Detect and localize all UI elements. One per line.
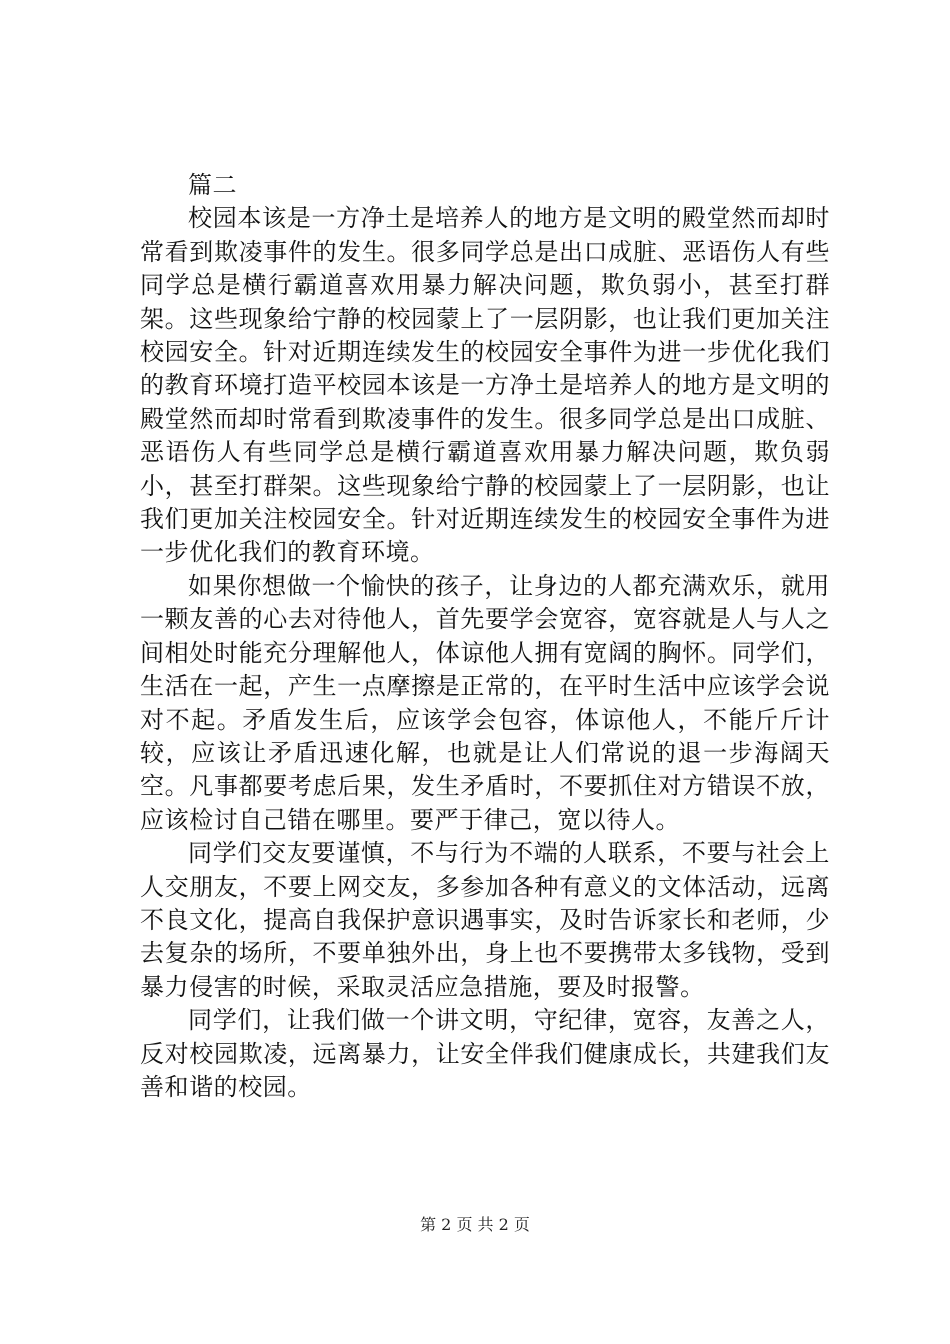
document-body	[140, 169, 830, 1104]
paragraph-3: 同学们交友要谨慎，不与行为不端的人联系，不要与社会上人交朋友，不要上网交友，多参加各种有意义的文体活动，远离不良文化，提高自我保护意识遇事实，及时告诉家长和老师，少去复杂的场所，不要单独外出，身上也不要携带太多钱物，受到暴力侵害的时候，采取灵活应急措施，要及时报警。	[140, 839, 830, 1001]
paragraph-1: 校园本该是一方净土是培养人的地方是文明的殿堂然而却时常看到欺凌事件的发生。很多同学总是出口成脏、恶语伤人有些同学总是横行霸道喜欢用暴力解决问题，欺负弱小，甚至打群架。这些现象给宁静的校园蒙上了一层阴影，也让我们更加关注校园安全。针对近期连续发生的校园安全事件为进一步优化我们的教育环境打造平校园本该是一方净土是培养人的地方是文明的殿堂然而却时常看到欺凌事件的发生。很多同学总是出口成脏、恶语伤人有些同学总是横行霸道喜欢用暴力解决问题，欺负弱小，甚至打群架。这些现象给宁静的校园蒙上了一层阴影，也让我们更加关注校园安全。针对近期连续发生的校园安全事件为进一步优化我们的教育环境。	[140, 204, 830, 567]
page-number-footer: 第 2 页 共 2 页	[420, 1215, 530, 1234]
paragraph-4: 同学们，让我们做一个讲文明，守纪律，宽容，友善之人，反对校园欺凌，远离暴力，让安全伴我们健康成长，共建我们友善和谐的校园。	[140, 1006, 830, 1101]
paragraph-2: 如果你想做一个愉快的孩子，让身边的人都充满欢乐，就用一颗友善的心去对待他人，首先要学会宽容，宽容就是人与人之间相处时能充分理解他人，体谅他人拥有宽阔的胸怀。同学们，生活在一起，产生一点摩擦是正常的，在平时生活中应该学会说对不起。矛盾发生后，应该学会包容，体谅他人，不能斤斤计较，应该让矛盾迅速化解，也就是让人们常说的退一步海阔天空。凡事都要考虑后果，发生矛盾时，不要抓住对方错误不放，应该检讨自己错在哪里。要严于律己，宽以待人。	[140, 571, 830, 834]
section-heading: 篇二	[188, 171, 238, 199]
